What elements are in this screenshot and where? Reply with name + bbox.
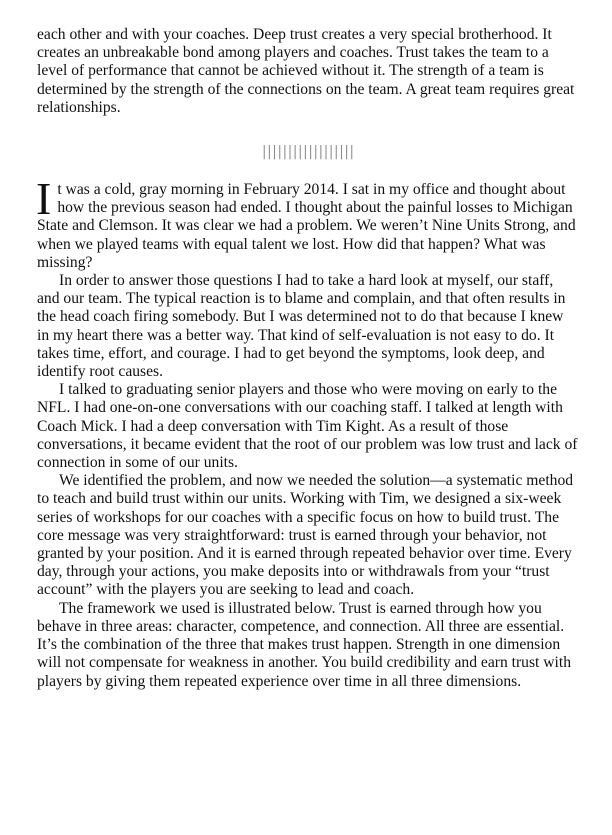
page-body bbox=[37, 26, 579, 691]
opening-paragraph: each other and with your coaches. Deep trust creates a very special brotherhood. It creates an unbreakable bond among players and coaches. Trust takes the team to a level of performance that cannot be achieved without it. The strength of a team is determined by the strength of the connections on the team. A great team requires great relationships. bbox=[37, 26, 575, 116]
section-break-ornament: |||||||||||||||||| bbox=[261, 144, 355, 161]
body-paragraph: We identified the problem, and now we needed the solution—a systematic method to teach and build trust within our units. Working with Tim, we designed a six-week series of workshops for our coaches with a specific focus on how to build trust. The core message was very straightforward: trust is earned through your behavior, not granted by your position. And it is earned through repeated behavior over time. Every day, through your actions, you make deposits into or withdrawals from your “trust account” with the players you are seeking to lead and coach. bbox=[37, 472, 574, 599]
first-paragraph-text: t was a cold, gray morning in February 2014. I sat in my office and thought about how the previous season had ended. I thought about the painful losses to Michigan State and Clemson. It was clear we had a problem. We weren’t Nine Units Strong, and when we played teams with equal talent we lost. How did that happen? What was missing? bbox=[37, 181, 576, 271]
body-paragraph: I talked to graduating senior players and those who were moving on early to the NFL. I had one-on-one conversations with our coaching staff. I talked at length with Coach Mick. I had a deep conversation with Tim Kight. As a result of those conversations, it became evident that the root of our problem was low trust and lack of connection in some of our units. bbox=[37, 381, 578, 472]
body-paragraph: In order to answer those questions I had to take a hard look at myself, our staff, and our team. The typical reaction is to blame and complain, and that often results in the head coach firing somebody. But I was determined not to do that because I knew in my heart there was a better way. That kind of self-evaluation is not easy to do. It takes time, effort, and courage. I had to get beyond the symptoms, look deep, and identify root causes. bbox=[37, 272, 566, 381]
drop-cap: I bbox=[36, 173, 52, 225]
chapter-first-paragraph bbox=[36, 173, 579, 272]
section-break bbox=[37, 145, 579, 159]
body-paragraph: The framework we used is illustrated below. Trust is earned through how you behave in three areas: character, competence, and connection. All three are essential. It’s the combination of the three that makes trust happen. Strength in one dimension will not compensate for weakness in another. You build credibility and earn trust with players by giving them repeated experience over time in all three dimensions. bbox=[37, 599, 571, 690]
